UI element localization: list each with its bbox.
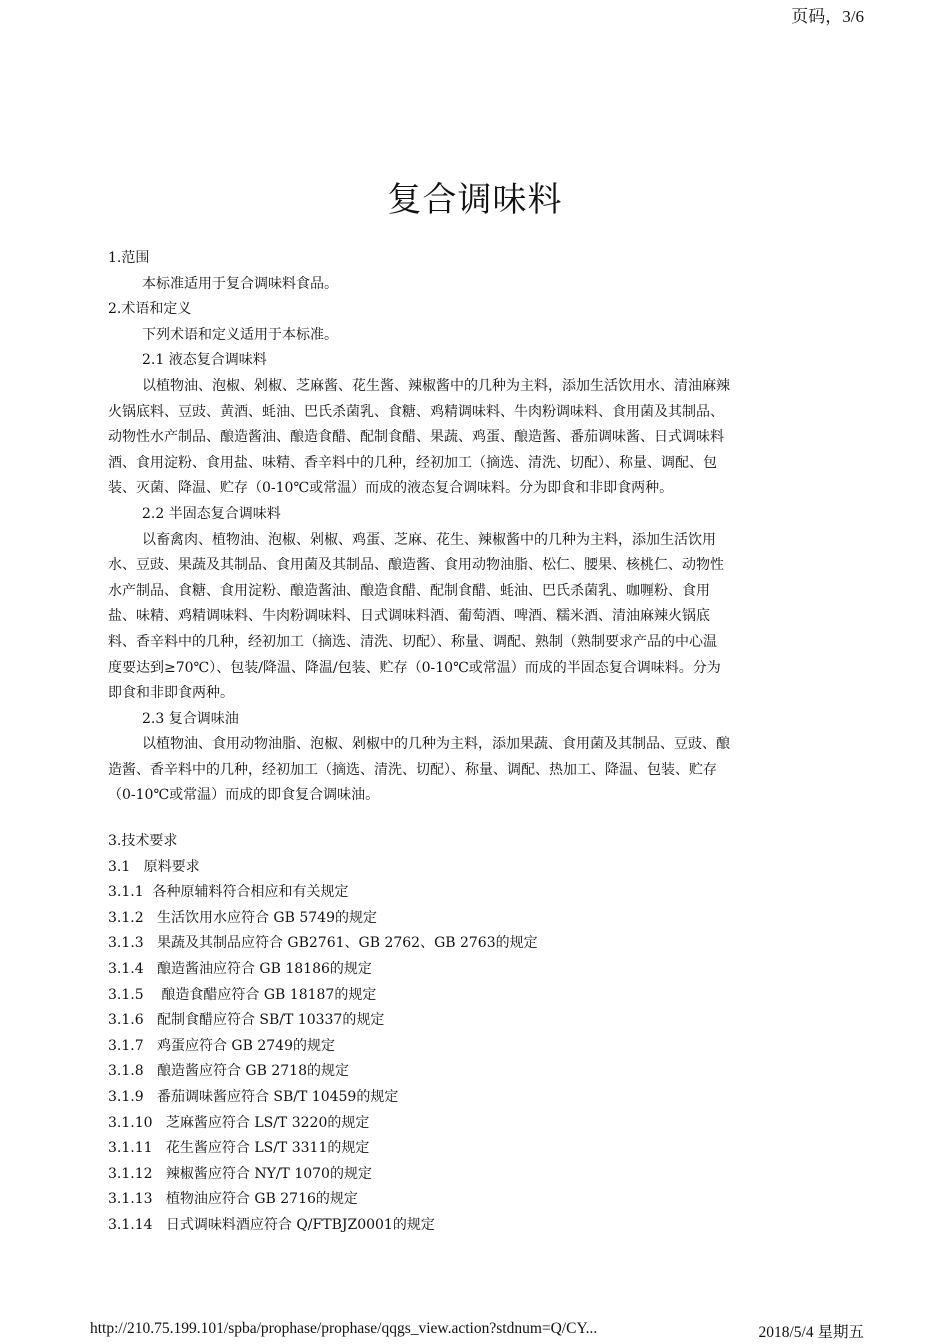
requirement-item: 3.1.1 各种原辅料符合相应和有关规定 — [108, 884, 349, 901]
paragraph-line: 造酱、香辛料中的几种，经初加工（摘选、清洗、切配）、称量、调配、热加工、降温、包装、贮存 — [108, 761, 717, 778]
paragraph-line: 度要达到≥70℃）、包装/降温、降温/包装、贮存（0-10℃或常温）而成的半固态复合调味料。分为 — [108, 659, 721, 676]
requirements-list — [108, 880, 848, 1238]
paragraph-line: 动物性水产制品、酿造酱油、酿造食醋、配制食醋、果蔬、鸡蛋、酿造酱、番茄调味酱、日式调味料 — [108, 429, 724, 446]
requirement-item: 3.1.9 番茄调味酱应符合 SB/T 10459的规定 — [108, 1089, 399, 1105]
requirement-item: 3.1.5 酿造食醋应符合 GB 18187的规定 — [108, 986, 377, 1003]
page-number: 页码，3/6 — [791, 7, 864, 26]
requirement-item: 3.1.3 果蔬及其制品应符合 GB2761、GB 2762、GB 2763的规定 — [108, 935, 538, 952]
spacer — [108, 809, 848, 829]
paragraph-oil — [108, 732, 848, 809]
requirement-item: 3.1.6 配制食醋应符合 SB/T 10337的规定 — [108, 1012, 385, 1029]
subsection-heading-oil: 2.3 复合调味油 — [142, 710, 239, 727]
section-heading-tech-req: 3.技术要求 — [108, 833, 178, 850]
subsection-heading-liquid: 2.1 液态复合调味料 — [142, 352, 267, 369]
requirement-item: 3.1.10 芝麻酱应符合 LS/T 3220的规定 — [108, 1114, 370, 1131]
section-heading-scope: 1.范围 — [108, 250, 150, 266]
section-text-terms: 下列术语和定义适用于本标准。 — [142, 326, 338, 343]
document-body — [108, 246, 848, 1239]
requirement-item: 3.1.8 酿造酱应符合 GB 2718的规定 — [108, 1063, 349, 1080]
footer-date: 2018/5/4 星期五 — [758, 1324, 864, 1341]
paragraph-line: 水、豆豉、果蔬及其制品、食用菌及其制品、酿造酱、食用动物油脂、松仁、腰果、核桃仁、动物性 — [108, 557, 724, 574]
section-text-scope: 本标准适用于复合调味料食品。 — [142, 275, 338, 292]
paragraph-line: 盐、味精、鸡精调味料、牛肉粉调味料、日式调味料酒、葡萄酒、啤酒、糯米酒、清油麻辣火锅底 — [108, 608, 710, 625]
subsection-heading-raw-materials: 3.1 原料要求 — [108, 858, 200, 875]
paragraph-line: 酒、食用淀粉、食用盐、味精、香辛料中的几种，经初加工（摘选、清洗、切配）、称量、调配、包 — [108, 454, 717, 471]
footer-url: http://210.75.199.101/spba/prophase/prophase/qqgs_view.action?stdnum=Q/CY... — [90, 1320, 598, 1337]
document-title: 复合调味料 — [387, 180, 563, 220]
paragraph-line: 即食和非即食两种。 — [108, 685, 234, 702]
subsection-heading-semisolid: 2.2 半固态复合调味料 — [142, 505, 281, 522]
page-footer — [90, 1320, 864, 1344]
requirement-item: 3.1.13 植物油应符合 GB 2716的规定 — [108, 1191, 358, 1208]
requirement-item: 3.1.4 酿造酱油应符合 GB 18186的规定 — [108, 961, 372, 978]
paragraph-line: 料、香辛料中的几种，经初加工（摘选、清洗、切配）、称量、调配、熟制（熟制要求产品的中心温 — [108, 633, 717, 650]
paragraph-line: 以植物油、食用动物油脂、泡椒、剁椒中的几种为主料，添加果蔬、食用菌及其制品、豆豉、酿 — [142, 736, 730, 753]
requirement-item: 3.1.11 花生酱应符合 LS/T 3311的规定 — [108, 1140, 370, 1157]
paragraph-line: 以畜禽肉、植物油、泡椒、剁椒、鸡蛋、芝麻、花生、辣椒酱中的几种为主料，添加生活饮用 — [142, 531, 716, 548]
requirement-item: 3.1.7 鸡蛋应符合 GB 2749的规定 — [108, 1037, 335, 1054]
paragraph-liquid — [108, 374, 848, 502]
requirement-item: 3.1.12 辣椒酱应符合 NY/T 1070的规定 — [108, 1165, 372, 1182]
section-heading-terms: 2.术语和定义 — [108, 301, 192, 318]
paragraph-line: 装、灭菌、降温、贮存（0-10℃或常温）而成的液态复合调味料。分为即食和非即食两种。 — [108, 480, 674, 497]
paragraph-line: 水产制品、食糖、食用淀粉、酿造酱油、酿造食醋、配制食醋、蚝油、巴氏杀菌乳、咖喱粉、食用 — [108, 582, 710, 599]
requirement-item: 3.1.2 生活饮用水应符合 GB 5749的规定 — [108, 909, 377, 926]
paragraph-semisolid — [108, 528, 848, 707]
paragraph-line: 火锅底料、豆豉、黄酒、蚝油、巴氏杀菌乳、食糖、鸡精调味料、牛肉粉调味料、食用菌及其制品、 — [108, 403, 724, 420]
requirement-item: 3.1.14 日式调味料酒应符合 Q/FTBJZ0001的规定 — [108, 1216, 435, 1233]
paragraph-line: 以植物油、泡椒、剁椒、芝麻酱、花生酱、辣椒酱中的几种为主料，添加生活饮用水、清油麻辣 — [142, 377, 730, 394]
paragraph-line: （0-10℃或常温）而成的即食复合调味油。 — [108, 787, 380, 804]
